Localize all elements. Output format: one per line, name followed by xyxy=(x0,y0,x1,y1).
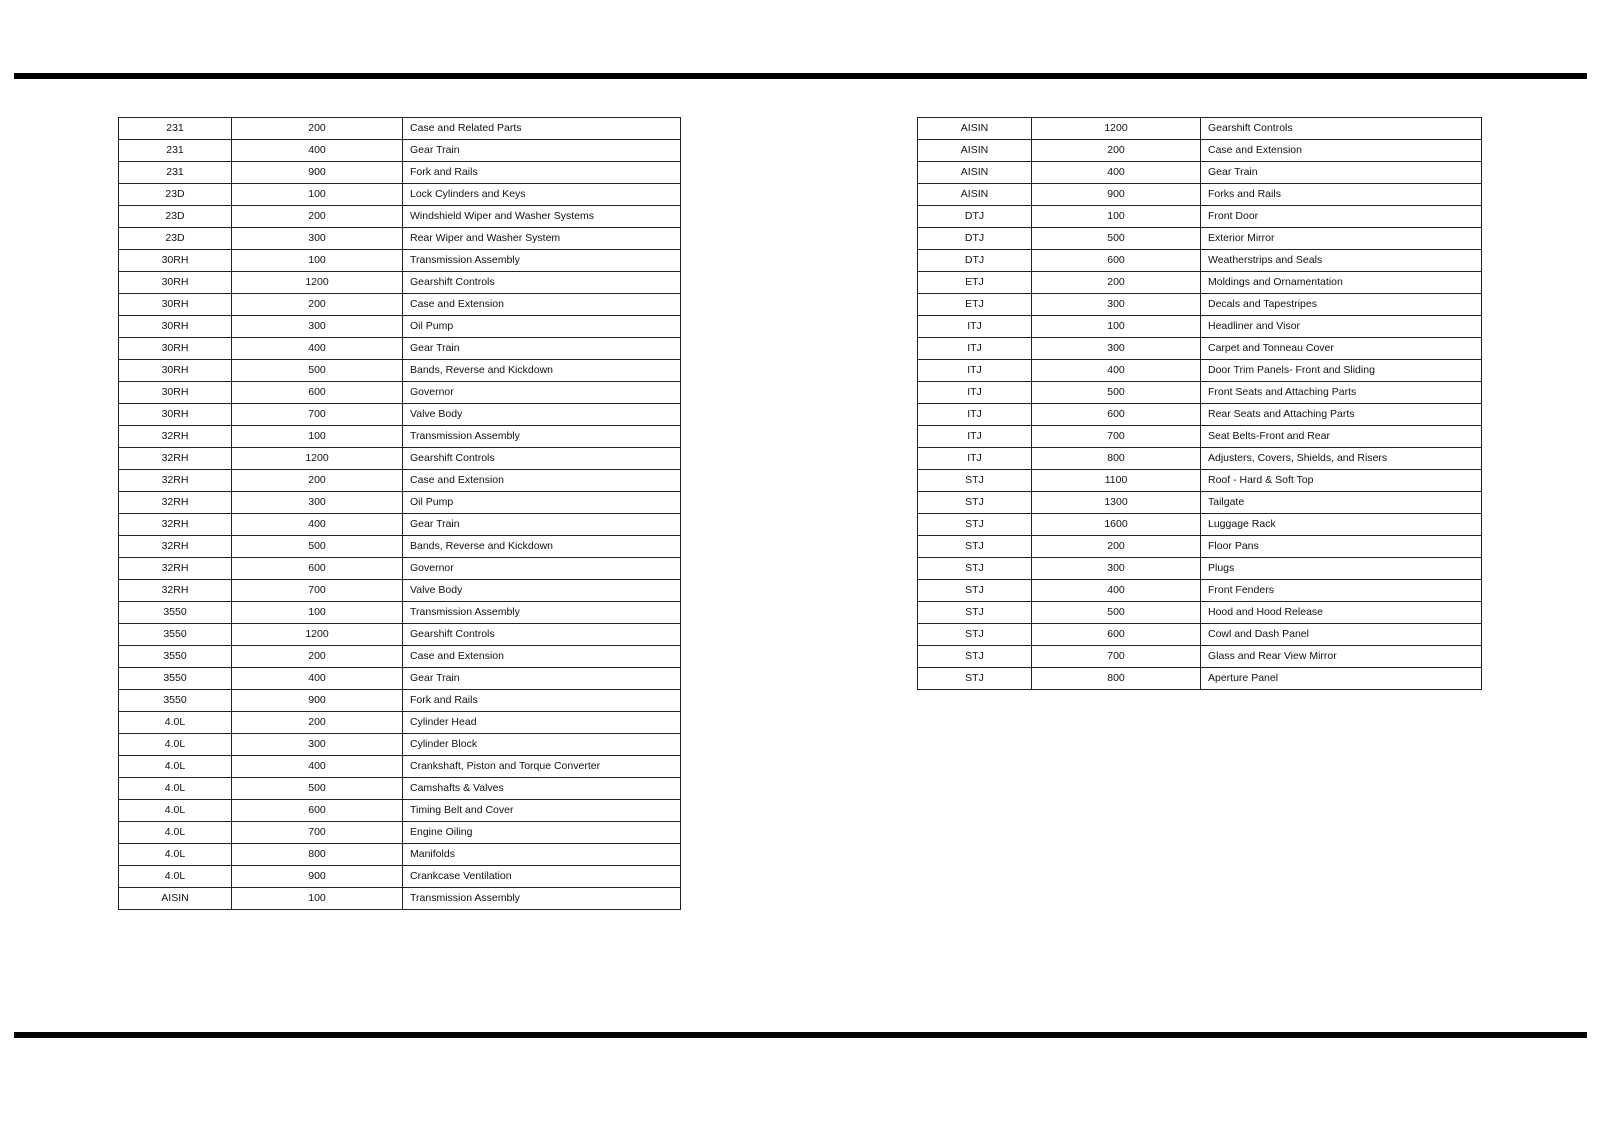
table-row xyxy=(918,492,1482,514)
group-cell: 400 xyxy=(1032,162,1201,184)
description-cell: Camshafts & Valves xyxy=(403,778,681,800)
group-cell: 100 xyxy=(232,602,403,624)
group-cell: 200 xyxy=(232,118,403,140)
table-row xyxy=(119,360,681,382)
table-row xyxy=(918,514,1482,536)
group-cell: 900 xyxy=(232,866,403,888)
model-cell: 4.0L xyxy=(119,756,232,778)
model-cell: 4.0L xyxy=(119,866,232,888)
table-row xyxy=(119,162,681,184)
description-cell: Gear Train xyxy=(1201,162,1482,184)
group-cell: 100 xyxy=(232,184,403,206)
group-cell: 1100 xyxy=(1032,470,1201,492)
model-cell: AISIN xyxy=(918,140,1032,162)
table-row xyxy=(119,712,681,734)
description-cell: Front Seats and Attaching Parts xyxy=(1201,382,1482,404)
group-cell: 400 xyxy=(232,668,403,690)
model-cell: 231 xyxy=(119,162,232,184)
model-cell: 32RH xyxy=(119,536,232,558)
description-cell: Engine Oiling xyxy=(403,822,681,844)
description-cell: Transmission Assembly xyxy=(403,602,681,624)
table-row xyxy=(119,184,681,206)
table-row xyxy=(119,800,681,822)
table-row xyxy=(918,316,1482,338)
table-row xyxy=(119,448,681,470)
model-cell: ITJ xyxy=(918,382,1032,404)
table-row xyxy=(119,844,681,866)
model-cell: AISIN xyxy=(918,118,1032,140)
table-row xyxy=(119,492,681,514)
description-cell: Gear Train xyxy=(403,668,681,690)
group-cell: 900 xyxy=(1032,184,1201,206)
description-cell: Governor xyxy=(403,558,681,580)
model-cell: 4.0L xyxy=(119,712,232,734)
description-cell: Gear Train xyxy=(403,514,681,536)
description-cell: Oil Pump xyxy=(403,316,681,338)
group-cell: 100 xyxy=(1032,316,1201,338)
model-cell: 4.0L xyxy=(119,822,232,844)
description-cell: Valve Body xyxy=(403,580,681,602)
description-cell: Crankcase Ventilation xyxy=(403,866,681,888)
description-cell: Decals and Tapestripes xyxy=(1201,294,1482,316)
table-row xyxy=(119,228,681,250)
group-cell: 400 xyxy=(232,140,403,162)
description-cell: Aperture Panel xyxy=(1201,668,1482,690)
table-row xyxy=(918,250,1482,272)
group-cell: 500 xyxy=(1032,602,1201,624)
description-cell: Tailgate xyxy=(1201,492,1482,514)
group-cell: 1300 xyxy=(1032,492,1201,514)
group-cell: 300 xyxy=(1032,338,1201,360)
group-cell: 200 xyxy=(1032,536,1201,558)
table-row xyxy=(119,888,681,910)
model-cell: 30RH xyxy=(119,404,232,426)
description-cell: Gearshift Controls xyxy=(403,272,681,294)
left-parts-table xyxy=(118,117,681,910)
model-cell: 4.0L xyxy=(119,844,232,866)
group-cell: 400 xyxy=(232,756,403,778)
model-cell: DTJ xyxy=(918,206,1032,228)
model-cell: 30RH xyxy=(119,250,232,272)
group-cell: 800 xyxy=(1032,448,1201,470)
description-cell: Manifolds xyxy=(403,844,681,866)
model-cell: STJ xyxy=(918,514,1032,536)
model-cell: STJ xyxy=(918,668,1032,690)
model-cell: 3550 xyxy=(119,602,232,624)
table-row xyxy=(918,272,1482,294)
group-cell: 600 xyxy=(232,382,403,404)
group-cell: 600 xyxy=(1032,404,1201,426)
group-cell: 500 xyxy=(1032,228,1201,250)
description-cell: Rear Seats and Attaching Parts xyxy=(1201,404,1482,426)
description-cell: Oil Pump xyxy=(403,492,681,514)
group-cell: 500 xyxy=(232,778,403,800)
group-cell: 300 xyxy=(232,316,403,338)
group-cell: 300 xyxy=(232,492,403,514)
description-cell: Transmission Assembly xyxy=(403,426,681,448)
table-row xyxy=(119,756,681,778)
table-row xyxy=(918,140,1482,162)
model-cell: 231 xyxy=(119,140,232,162)
table-row xyxy=(119,382,681,404)
description-cell: Front Fenders xyxy=(1201,580,1482,602)
model-cell: STJ xyxy=(918,536,1032,558)
model-cell: 23D xyxy=(119,184,232,206)
table-row xyxy=(119,118,681,140)
model-cell: DTJ xyxy=(918,228,1032,250)
table-row xyxy=(918,360,1482,382)
description-cell: Case and Related Parts xyxy=(403,118,681,140)
table-row xyxy=(119,404,681,426)
model-cell: ITJ xyxy=(918,316,1032,338)
model-cell: STJ xyxy=(918,646,1032,668)
group-cell: 200 xyxy=(232,712,403,734)
table-row xyxy=(119,294,681,316)
description-cell: Lock Cylinders and Keys xyxy=(403,184,681,206)
model-cell: STJ xyxy=(918,624,1032,646)
group-cell: 600 xyxy=(232,558,403,580)
group-cell: 500 xyxy=(1032,382,1201,404)
table-row xyxy=(119,734,681,756)
group-cell: 700 xyxy=(1032,426,1201,448)
table-row xyxy=(119,338,681,360)
model-cell: 30RH xyxy=(119,316,232,338)
description-cell: Cowl and Dash Panel xyxy=(1201,624,1482,646)
table-row xyxy=(119,624,681,646)
table-row xyxy=(918,448,1482,470)
group-cell: 900 xyxy=(232,162,403,184)
table-row xyxy=(119,822,681,844)
model-cell: 3550 xyxy=(119,690,232,712)
model-cell: 4.0L xyxy=(119,800,232,822)
description-cell: Weatherstrips and Seals xyxy=(1201,250,1482,272)
table-row xyxy=(119,514,681,536)
group-cell: 500 xyxy=(232,360,403,382)
group-cell: 200 xyxy=(1032,272,1201,294)
group-cell: 1200 xyxy=(232,272,403,294)
description-cell: Moldings and Ornamentation xyxy=(1201,272,1482,294)
table-row xyxy=(119,316,681,338)
group-cell: 300 xyxy=(1032,558,1201,580)
model-cell: 30RH xyxy=(119,294,232,316)
description-cell: Plugs xyxy=(1201,558,1482,580)
description-cell: Roof - Hard & Soft Top xyxy=(1201,470,1482,492)
group-cell: 400 xyxy=(1032,580,1201,602)
table-row xyxy=(119,272,681,294)
description-cell: Carpet and Tonneau Cover xyxy=(1201,338,1482,360)
model-cell: 231 xyxy=(119,118,232,140)
model-cell: 32RH xyxy=(119,580,232,602)
group-cell: 800 xyxy=(1032,668,1201,690)
group-cell: 700 xyxy=(232,404,403,426)
table-row xyxy=(918,184,1482,206)
table-row xyxy=(119,140,681,162)
table-row xyxy=(918,602,1482,624)
group-cell: 100 xyxy=(1032,206,1201,228)
description-cell: Timing Belt and Cover xyxy=(403,800,681,822)
group-cell: 700 xyxy=(232,580,403,602)
table-row xyxy=(119,250,681,272)
group-cell: 700 xyxy=(232,822,403,844)
table-row xyxy=(119,778,681,800)
description-cell: Seat Belts-Front and Rear xyxy=(1201,426,1482,448)
description-cell: Gear Train xyxy=(403,140,681,162)
table-row xyxy=(918,646,1482,668)
group-cell: 200 xyxy=(1032,140,1201,162)
table-row xyxy=(119,646,681,668)
model-cell: DTJ xyxy=(918,250,1032,272)
group-cell: 400 xyxy=(232,338,403,360)
table-row xyxy=(918,294,1482,316)
group-cell: 100 xyxy=(232,888,403,910)
description-cell: Forks and Rails xyxy=(1201,184,1482,206)
description-cell: Floor Pans xyxy=(1201,536,1482,558)
group-cell: 1200 xyxy=(1032,118,1201,140)
model-cell: 23D xyxy=(119,206,232,228)
description-cell: Case and Extension xyxy=(403,294,681,316)
model-cell: 32RH xyxy=(119,492,232,514)
model-cell: ITJ xyxy=(918,448,1032,470)
description-cell: Rear Wiper and Washer System xyxy=(403,228,681,250)
group-cell: 500 xyxy=(232,536,403,558)
group-cell: 200 xyxy=(232,646,403,668)
model-cell: 4.0L xyxy=(119,734,232,756)
description-cell: Cylinder Head xyxy=(403,712,681,734)
group-cell: 800 xyxy=(232,844,403,866)
model-cell: 30RH xyxy=(119,360,232,382)
group-cell: 1200 xyxy=(232,624,403,646)
model-cell: ETJ xyxy=(918,294,1032,316)
description-cell: Transmission Assembly xyxy=(403,888,681,910)
table-row xyxy=(918,228,1482,250)
model-cell: 32RH xyxy=(119,448,232,470)
table-row xyxy=(119,206,681,228)
table-row xyxy=(918,206,1482,228)
table-row xyxy=(918,382,1482,404)
group-cell: 300 xyxy=(232,734,403,756)
description-cell: Adjusters, Covers, Shields, and Risers xyxy=(1201,448,1482,470)
group-cell: 200 xyxy=(232,470,403,492)
description-cell: Case and Extension xyxy=(403,646,681,668)
right-parts-table xyxy=(917,117,1482,690)
description-cell: Gearshift Controls xyxy=(403,624,681,646)
description-cell: Headliner and Visor xyxy=(1201,316,1482,338)
description-cell: Front Door xyxy=(1201,206,1482,228)
table-row xyxy=(918,558,1482,580)
model-cell: 32RH xyxy=(119,514,232,536)
description-cell: Luggage Rack xyxy=(1201,514,1482,536)
description-cell: Valve Body xyxy=(403,404,681,426)
table-row xyxy=(918,624,1482,646)
table-row xyxy=(918,580,1482,602)
model-cell: 3550 xyxy=(119,646,232,668)
model-cell: 32RH xyxy=(119,426,232,448)
description-cell: Bands, Reverse and Kickdown xyxy=(403,536,681,558)
model-cell: 32RH xyxy=(119,470,232,492)
model-cell: ITJ xyxy=(918,360,1032,382)
model-cell: 30RH xyxy=(119,272,232,294)
description-cell: Exterior Mirror xyxy=(1201,228,1482,250)
table-row xyxy=(918,470,1482,492)
table-row xyxy=(119,580,681,602)
description-cell: Gear Train xyxy=(403,338,681,360)
table-row xyxy=(918,536,1482,558)
group-cell: 400 xyxy=(232,514,403,536)
table-row xyxy=(119,536,681,558)
top-rule xyxy=(14,73,1587,79)
model-cell: 30RH xyxy=(119,338,232,360)
model-cell: ETJ xyxy=(918,272,1032,294)
model-cell: ITJ xyxy=(918,426,1032,448)
description-cell: Bands, Reverse and Kickdown xyxy=(403,360,681,382)
group-cell: 100 xyxy=(232,426,403,448)
model-cell: AISIN xyxy=(119,888,232,910)
model-cell: AISIN xyxy=(918,162,1032,184)
description-cell: Crankshaft, Piston and Torque Converter xyxy=(403,756,681,778)
group-cell: 200 xyxy=(232,206,403,228)
table-row xyxy=(119,558,681,580)
group-cell: 600 xyxy=(232,800,403,822)
table-row xyxy=(119,602,681,624)
model-cell: STJ xyxy=(918,558,1032,580)
group-cell: 900 xyxy=(232,690,403,712)
model-cell: 30RH xyxy=(119,382,232,404)
description-cell: Gearshift Controls xyxy=(1201,118,1482,140)
model-cell: 32RH xyxy=(119,558,232,580)
table-row xyxy=(918,426,1482,448)
description-cell: Windshield Wiper and Washer Systems xyxy=(403,206,681,228)
table-row xyxy=(918,338,1482,360)
group-cell: 400 xyxy=(1032,360,1201,382)
table-row xyxy=(119,426,681,448)
group-cell: 700 xyxy=(1032,646,1201,668)
description-cell: Case and Extension xyxy=(1201,140,1482,162)
group-cell: 200 xyxy=(232,294,403,316)
table-row xyxy=(119,668,681,690)
table-row xyxy=(918,404,1482,426)
model-cell: STJ xyxy=(918,492,1032,514)
description-cell: Cylinder Block xyxy=(403,734,681,756)
group-cell: 600 xyxy=(1032,250,1201,272)
model-cell: STJ xyxy=(918,602,1032,624)
description-cell: Hood and Hood Release xyxy=(1201,602,1482,624)
description-cell: Case and Extension xyxy=(403,470,681,492)
description-cell: Glass and Rear View Mirror xyxy=(1201,646,1482,668)
table-row xyxy=(918,668,1482,690)
model-cell: 3550 xyxy=(119,668,232,690)
description-cell: Transmission Assembly xyxy=(403,250,681,272)
model-cell: 3550 xyxy=(119,624,232,646)
model-cell: STJ xyxy=(918,580,1032,602)
model-cell: AISIN xyxy=(918,184,1032,206)
group-cell: 300 xyxy=(232,228,403,250)
table-row xyxy=(119,470,681,492)
table-row xyxy=(119,866,681,888)
description-cell: Door Trim Panels- Front and Sliding xyxy=(1201,360,1482,382)
description-cell: Fork and Rails xyxy=(403,690,681,712)
bottom-rule xyxy=(14,1032,1587,1038)
model-cell: 4.0L xyxy=(119,778,232,800)
table-row xyxy=(918,118,1482,140)
table-row xyxy=(119,690,681,712)
group-cell: 1200 xyxy=(232,448,403,470)
model-cell: STJ xyxy=(918,470,1032,492)
model-cell: ITJ xyxy=(918,338,1032,360)
group-cell: 300 xyxy=(1032,294,1201,316)
table-row xyxy=(918,162,1482,184)
model-cell: ITJ xyxy=(918,404,1032,426)
group-cell: 100 xyxy=(232,250,403,272)
group-cell: 1600 xyxy=(1032,514,1201,536)
description-cell: Governor xyxy=(403,382,681,404)
model-cell: 23D xyxy=(119,228,232,250)
description-cell: Fork and Rails xyxy=(403,162,681,184)
description-cell: Gearshift Controls xyxy=(403,448,681,470)
group-cell: 600 xyxy=(1032,624,1201,646)
